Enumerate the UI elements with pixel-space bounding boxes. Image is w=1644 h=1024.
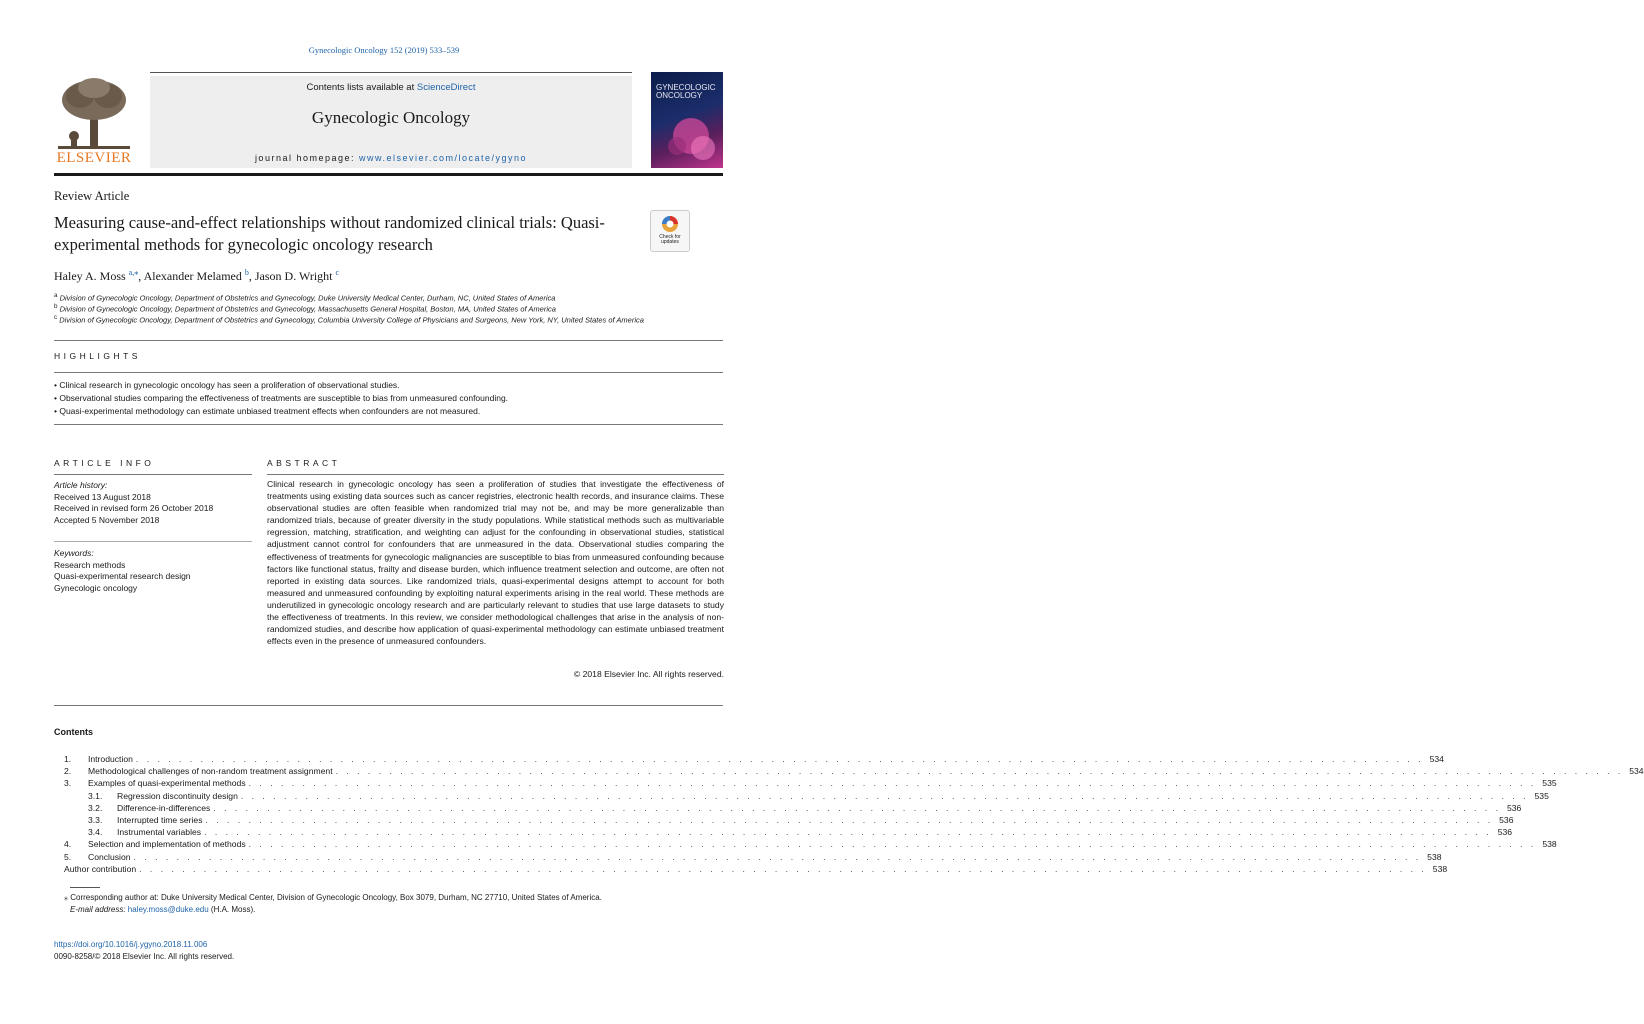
toc-page-number: 536 — [1506, 802, 1522, 813]
divider — [54, 424, 723, 425]
header-thick-rule — [54, 173, 723, 176]
toc-leader-dots: . . . . . . . . . . . . . . . . . . . . . . . . . . . . . . . . . . . . . . . . . . . . . . . . . . . . . . . . . . . . . . . . . . . . . . . . . . . . . . . . . . . . . . . . . . . . . . . . . . . . . . . . . . . . . . . . . . . . . . . . — [204, 827, 1492, 838]
toc-title-link[interactable]: Interrupted time series — [117, 815, 203, 825]
footnote-rule — [70, 887, 100, 888]
toc-title-link[interactable]: Examples of quasi-experimental methods — [88, 778, 246, 789]
toc-item[interactable] — [64, 802, 1522, 815]
toc-item[interactable] — [64, 790, 1549, 803]
keyword: Quasi-experimental research design — [54, 571, 191, 581]
toc-number: 2. — [64, 766, 72, 777]
toc-item[interactable] — [64, 766, 1644, 778]
article-history — [54, 480, 213, 526]
toc-item[interactable] — [64, 839, 1557, 851]
copyright-notice: © 2018 Elsevier Inc. All rights reserved. — [573, 669, 724, 679]
toc-title-link[interactable]: Selection and implementation of methods — [88, 839, 246, 850]
author-list: Haley A. Moss $^{a,⁎}$, Alexander Melamed $^b$, Jason D. Wright $^c$ — [54, 268, 340, 283]
toc-leader-dots: . . . . . . . . . . . . . . . . . . . . . . . . . . . . . . . . . . . . . . . . . . . . . . . . . . . . . . . . . . . . . . . . . . . . . . . . . . . . . . . . . . . . . . . . . . . . . . . . . . . . . . . . . . . . . . . . . . . . . . . . — [205, 815, 1494, 825]
toc-number: 5. — [64, 851, 72, 862]
toc-page-number: 536 — [1499, 815, 1514, 825]
toc-leader-dots: . . . . . . . . . . . . . . . . . . . . . . . . . . . . . . . . . . . . . . . . . . . . . . . . . . . . . . . . . . . . . . . . . . . . . . . . . . . . . . . . . . . . . . . . . . . . . . . . . . . . . . . . . . . . . . . . . . . . . . . . — [248, 839, 1537, 850]
toc-page-number: 534 — [1629, 766, 1644, 777]
toc-item[interactable] — [64, 815, 1514, 827]
author-affiliation-link[interactable]: c — [335, 268, 340, 277]
toc-item[interactable] — [64, 827, 1513, 839]
divider — [54, 372, 723, 373]
toc-item[interactable] — [64, 863, 1448, 876]
homepage-link[interactable]: www.elsevier.com/locate/ygyno — [359, 153, 528, 163]
keywords — [54, 548, 191, 594]
toc-title-link[interactable]: Instrumental variables — [117, 827, 202, 838]
keyword: Research methods — [54, 559, 126, 570]
toc-number: 3.3. — [88, 815, 103, 825]
toc-leader-dots: . . . . . . . . . . . . . . . . . . . . . . . . . . . . . . . . . . . . . . . . . . . . . . . . . . . . . . . . . . . . . . . . . . . . . . . . . . . . . . . . . . . . . . . . . . . . . . . . . . . . . . . . . . . . . . . . . . . . . . . . — [213, 802, 1501, 813]
keyword: Gynecologic oncology — [54, 582, 138, 593]
toc-page-number: 535 — [1542, 778, 1557, 789]
history-received: Received 13 August 2018 — [54, 491, 151, 502]
affiliation: $^a$ Division of Gynecologic Oncology, Department of Obstetrics and Gynecology, Duke University Medical Center, Durham, NC, United States of America — [54, 292, 556, 303]
history-accepted: Accepted 5 November 2018 — [54, 514, 160, 525]
toc-number: 4. — [64, 839, 72, 850]
contents-heading: Contents — [54, 727, 93, 737]
toc-number: 3. — [64, 778, 72, 789]
toc-title-link[interactable]: Methodological challenges of non-random treatment assignment — [88, 766, 333, 777]
toc-number: 3.2. — [88, 802, 103, 813]
journal-reference-link[interactable]: Gynecologic Oncology 152 (2019) 533–539 — [308, 45, 460, 55]
author-affiliation-link[interactable]: b — [244, 268, 249, 277]
divider — [54, 340, 723, 341]
divider — [267, 474, 724, 475]
email-label: E-mail address: — [70, 905, 128, 914]
toc-leader-dots: . . . . . . . . . . . . . . . . . . . . . . . . . . . . . . . . . . . . . . . . . . . . . . . . . . . . . . . . . . . . . . . . . . . . . . . . . . . . . . . . . . . . . . . . . . . . . . . . . . . . . . . . . . . . . . . . . . . . . . . . — [248, 778, 1537, 789]
toc-leader-dots: . . . . . . . . . . . . . . . . . . . . . . . . . . . . . . . . . . . . . . . . . . . . . . . . . . . . . . . . . . . . . . . . . . . . . . . . . . . . . . . . . . . . . . . . . . . . . . . . . . . . . . . . . . . . . . . . . . . . . . . . — [335, 766, 1624, 777]
article-type: Review Article — [54, 189, 130, 203]
toc-page-number: 536 — [1497, 827, 1513, 838]
toc-title-link[interactable]: Regression discontinuity design — [117, 790, 238, 801]
homepage-prefix: journal homepage: — [254, 153, 359, 163]
article-title: Measuring cause-and-effect relationships without randomized clinical trials: Quasi-experimental methods for gynecologic oncology research — [54, 213, 605, 254]
toc-title-link[interactable]: Author contribution — [64, 863, 137, 874]
email-suffix: (H.A. Moss). — [208, 905, 256, 914]
author-name: Jason D. Wright — [254, 269, 333, 283]
toc-page-number: 538 — [1432, 863, 1448, 874]
toc-leader-dots: . . . . . . . . . . . . . . . . . . . . . . . . . . . . . . . . . . . . . . . . . . . . . . . . . . . . . . . . . . . . . . . . . . . . . . . . . . . . . . . . . . . . . . . . . . . . . . . . . . . . . . . . . . . . . . . . . . . . . . . . — [139, 863, 1427, 874]
toc-item[interactable] — [64, 778, 1557, 790]
toc-leader-dots: . . . . . . . . . . . . . . . . . . . . . . . . . . . . . . . . . . . . . . . . . . . . . . . . . . . . . . . . . . . . . . . . . . . . . . . . . . . . . . . . . . . . . . . . . . . . . . . . . . . . . . . . . . . . . . . . . . . . . . . . — [135, 754, 1424, 764]
highlight-item: • Clinical research in gynecologic oncology has seen a proliferation of observational studies. — [54, 380, 400, 390]
journal-masthead — [150, 76, 632, 168]
divider — [54, 541, 252, 542]
email-line — [70, 905, 255, 914]
article-history-label: Article history: — [54, 480, 108, 490]
toc-leader-dots: . . . . . . . . . . . . . . . . . . . . . . . . . . . . . . . . . . . . . . . . . . . . . . . . . . . . . . . . . . . . . . . . . . . . . . . . . . . . . . . . . . . . . . . . . . . . . . . . . . . . . . . . . . . . . . . . . . . . . . . . — [133, 851, 1422, 862]
toc-item[interactable] — [64, 754, 1444, 766]
divider — [54, 705, 723, 706]
toc-item[interactable] — [64, 851, 1442, 864]
contents-available-line — [150, 82, 632, 93]
author-name: Haley A. Moss — [54, 269, 126, 283]
author-name: Alexander Melamed — [143, 269, 242, 283]
toc-leader-dots: . . . . . . . . . . . . . . . . . . . . . . . . . . . . . . . . . . . . . . . . . . . . . . . . . . . . . . . . . . . . . . . . . . . . . . . . . . . . . . . . . . . . . . . . . . . . . . . . . . . . . . . . . . . . . . . . . . . . . . . . — [240, 790, 1529, 801]
toc-number: 1. — [64, 754, 72, 764]
sciencedirect-link[interactable]: ScienceDirect — [416, 82, 476, 93]
highlights-label: HIGHLIGHTS — [54, 351, 141, 361]
header-rule — [150, 72, 632, 73]
keywords-label: Keywords: — [54, 548, 94, 558]
toc-title-link[interactable]: Introduction — [88, 754, 133, 764]
crossmark-icon — [661, 215, 679, 233]
toc-number: 3.1. — [88, 790, 103, 801]
doi-link[interactable]: https://doi.org/10.1016/j.ygyno.2018.11.006 — [54, 940, 208, 949]
highlight-item: • Quasi-experimental methodology can estimate unbiased treatment effects when confounders are not measured. — [54, 406, 481, 416]
email-link[interactable]: haley.moss@duke.edu — [127, 905, 209, 914]
toc-title-link[interactable]: Conclusion — [88, 851, 131, 862]
toc-title-link[interactable]: Difference-in-differences — [117, 802, 211, 813]
toc-page-number: 534 — [1429, 754, 1444, 764]
abstract-text: Clinical research in gynecologic oncology has seen a proliferation of studies that investigate the effectiveness of treatments using existing data sources such as cancer registries, electronic health records, and insurance claims. These observational studies are often feasible when randomized trial may not be, and may be more generalizable than randomized trials, because of greater diversity in the study populations. While statistical methods such as multivariable regression, matching, stratification, and weighting can adjust for the confounding in observational studies, statistical adjustment cannot control for confounders that are unmeasured in the data. Observational studies comparing the effectiveness of treatments for gynecologic malignancies are susceptible to bias from unmeasured confounding because factors like functional status, frailty and disease burden, which influence treatment selection and outcome, are often not reported in existing data sources. Like randomized trials, quasi-experimental designs attempt to account for both measured and unmeasured confounding by exploiting natural experiments arising in the real world. These methods are underutilized in gynecologic oncology research and are particularly relevant to studies that use large datasets to study the effectiveness of treatments. In this review, we consider methodological challenges that arise in the analysis of non-randomized studies, and describe how application of quasi-experimental methodology can estimate unbiased treatment effects even in the presence of unmeasured confounders. — [267, 479, 725, 647]
toc-page-number: 538 — [1427, 851, 1442, 862]
journal-homepage-line — [150, 153, 632, 163]
toc-number: 3.4. — [88, 827, 103, 838]
cover-title: GYNECOLOGIC ONCOLOGY — [656, 83, 716, 100]
divider — [54, 474, 252, 475]
article-info-label: ARTICLE INFO — [54, 458, 155, 468]
publisher-name: ELSEVIER — [56, 150, 132, 166]
author-affiliation-link[interactable]: a,⁎ — [128, 268, 139, 277]
history-revised: Received in revised form 26 October 2018 — [54, 503, 214, 513]
journal-title: Gynecologic Oncology — [311, 108, 471, 127]
crossmark-label: Check for updates — [659, 234, 681, 245]
affiliation: $^b$ Division of Gynecologic Oncology, Department of Obstetrics and Gynecology, Massachusetts General Hospital, Boston, MA, United States of America — [54, 303, 556, 314]
abstract-label: ABSTRACT — [267, 458, 341, 468]
toc-page-number: 535 — [1534, 790, 1549, 801]
issn-line: 0090-8258/© 2018 Elsevier Inc. All rights reserved. — [54, 952, 235, 961]
highlight-item: • Observational studies comparing the effectiveness of treatments are susceptible to bias from unmeasured confounding. — [54, 393, 509, 403]
affiliation: $^c$ Division of Gynecologic Oncology, Department of Obstetrics and Gynecology, Columbia University College of Physicians and Surgeons, New York, NY, United States of America — [54, 314, 644, 325]
check-for-updates-button[interactable] — [650, 210, 690, 252]
corresponding-author-note: ⁎ Corresponding author at: Duke University Medical Center, Division of Gynecologic Oncology, Box 3079, Durham, NC 27710, United States of America. — [64, 893, 602, 902]
toc-page-number: 538 — [1542, 839, 1557, 850]
journal-cover-image — [651, 72, 723, 168]
contents-prefix: Contents lists available at — [306, 82, 417, 93]
